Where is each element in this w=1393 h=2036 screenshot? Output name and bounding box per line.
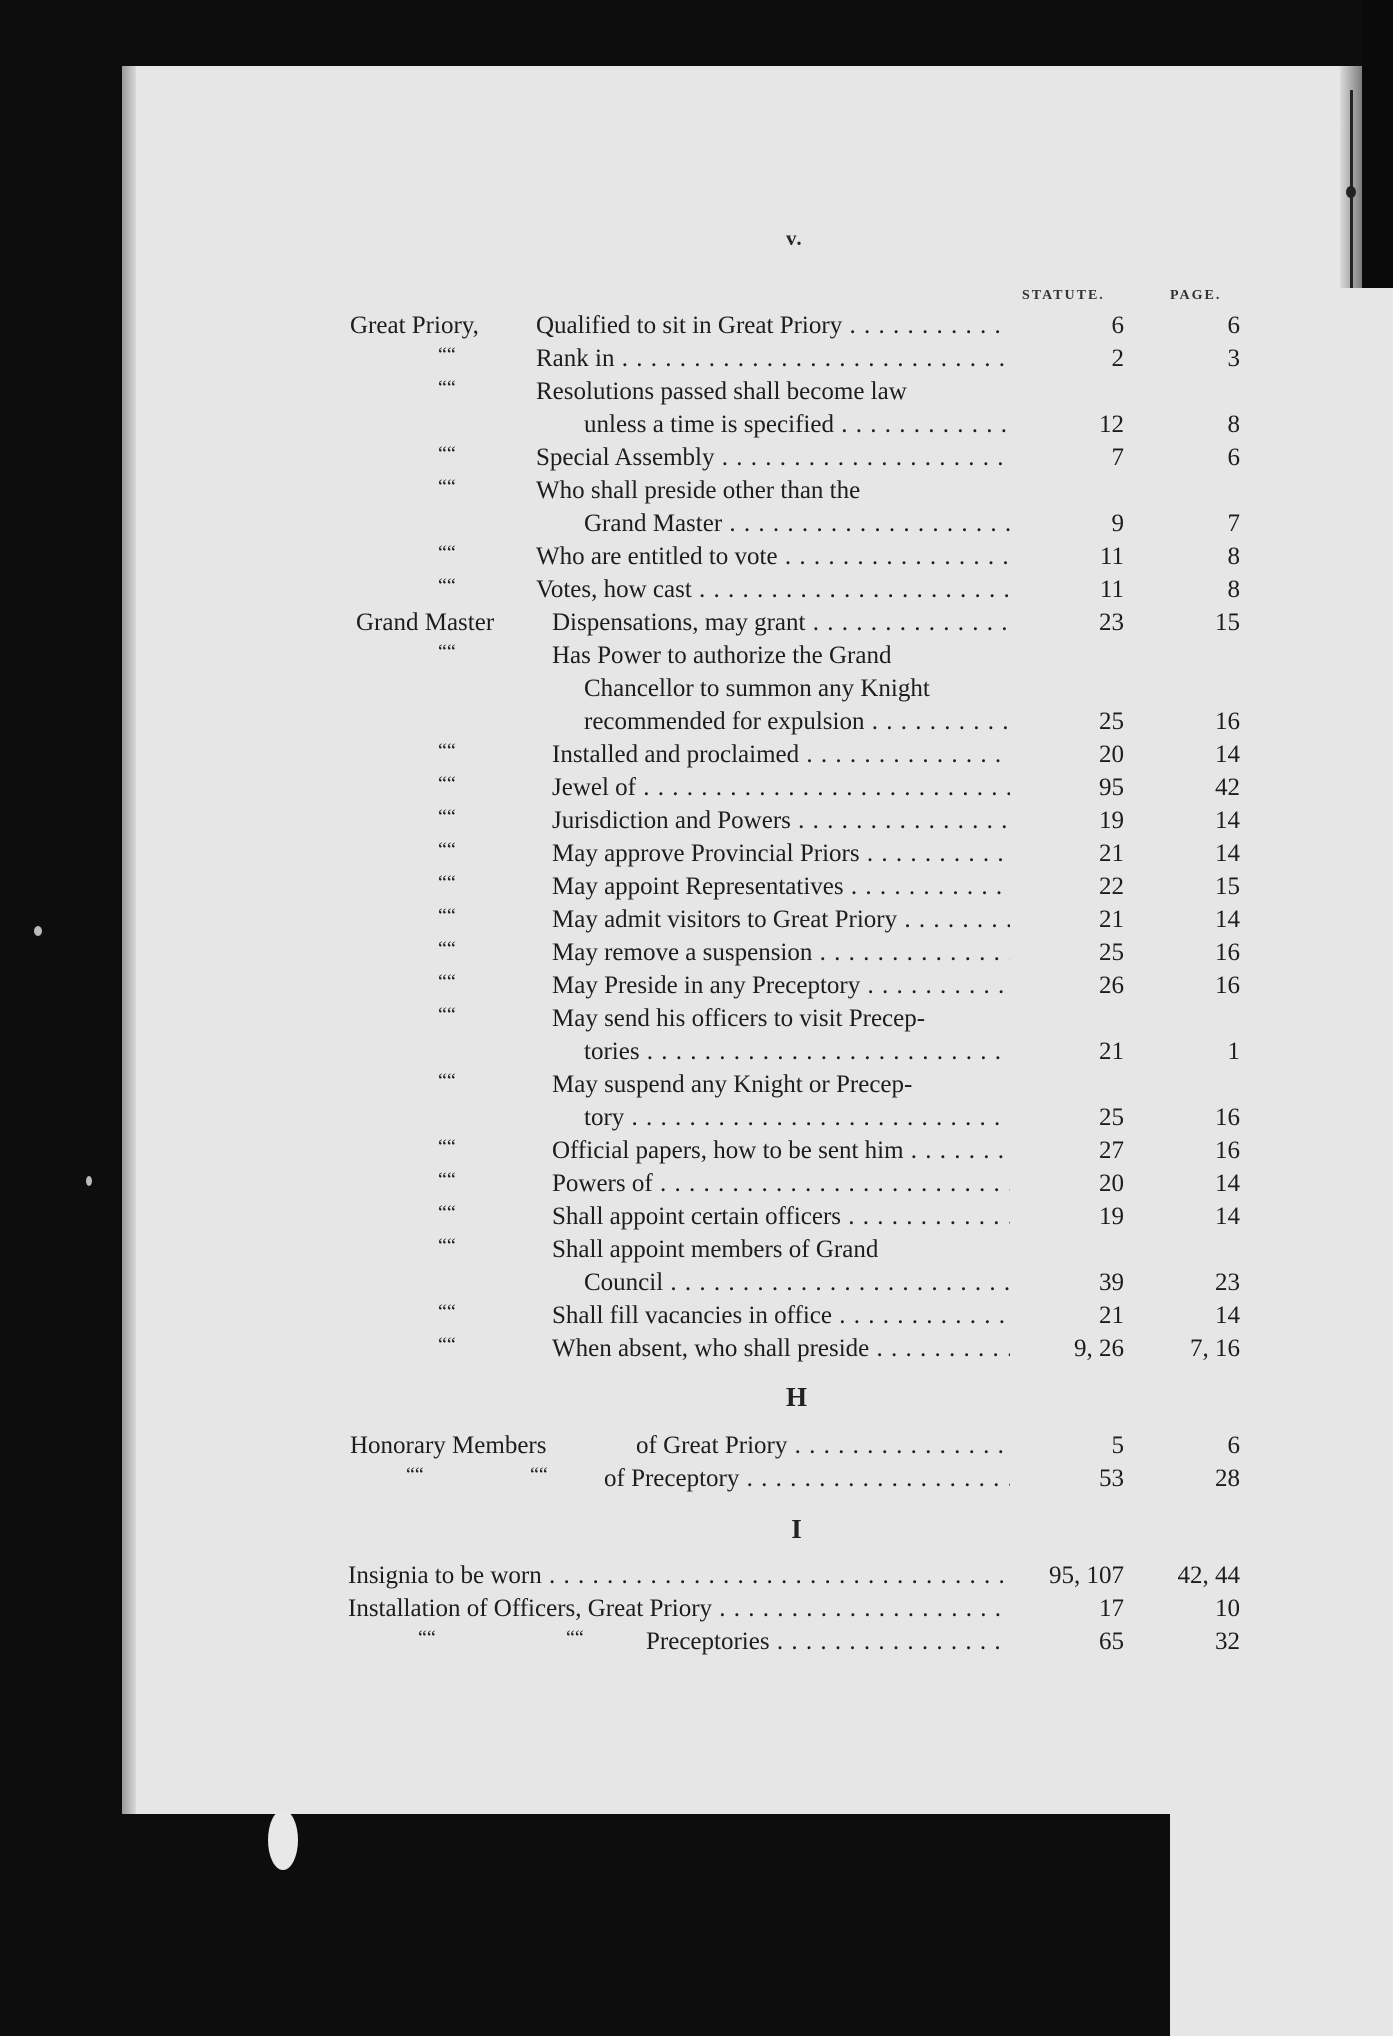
ditto-mark: ““ [438,575,456,597]
page-reference: 16 [1215,708,1240,735]
page-number: v. [786,226,803,250]
index-line [0,1201,1393,1233]
index-line [0,409,1393,441]
index-line [0,475,1393,507]
statute-number: 5 [1111,1432,1124,1459]
statute-number: 25 [1099,939,1124,966]
index-line [0,805,1393,837]
entry-heading: Honorary Members [350,1432,547,1459]
page-reference: 42 [1215,774,1240,801]
index-line [0,607,1393,639]
entry-text: May remove a suspension . . . [552,937,1010,969]
statute-number: 21 [1099,1302,1124,1329]
statute-number: 7 [1111,444,1124,471]
index-line [0,1300,1393,1332]
index-line [0,1593,1393,1625]
page-reference: 8 [1227,576,1240,603]
ditto-mark: ““ [438,971,456,993]
page-reference: 6 [1227,312,1240,339]
entry-text: Dispensations, may grant . . . [552,607,1010,639]
ditto-mark: ““ [438,938,456,960]
page-reference: 32 [1215,1628,1240,1655]
index-line [0,1333,1393,1365]
index-line [0,1135,1393,1167]
entry-text: Council . . . [584,1267,1010,1299]
statute-number: 22 [1099,873,1124,900]
index-line [0,1168,1393,1200]
index-line [0,310,1393,342]
index-line [0,376,1393,408]
statute-number: 6 [1111,312,1124,339]
entry-text: Shall appoint members of Grand [552,1236,879,1263]
index-line [0,343,1393,375]
entry-text: Resolutions passed shall become law [536,378,907,405]
entry-text: Votes, how cast . . . [536,574,1010,606]
ditto-mark: ““ [438,443,456,465]
entry-text: Shall fill vacancies in office . . . [552,1300,1010,1332]
entry-text: Special Assembly . . . [536,442,1010,474]
index-line [0,1036,1393,1068]
entry-text: Rank in . . . [536,343,1010,375]
entry-text: May approve Provincial Priors . . . [552,838,1010,870]
page-reference: 16 [1215,1104,1240,1131]
statute-number: 39 [1099,1269,1124,1296]
index-line [0,1430,1393,1462]
ditto-mark: ““ [438,641,456,663]
entry-text: Has Power to authorize the Grand [552,642,892,669]
entry-text: Jurisdiction and Powers . . . [552,805,1010,837]
page-reference: 6 [1227,444,1240,471]
ditto-mark: ““ [438,344,456,366]
page-reference: 15 [1215,609,1240,636]
page-reference: 8 [1227,411,1240,438]
entry-text: May Preside in any Preceptory . . . [552,970,1010,1002]
page-reference: 16 [1215,972,1240,999]
statute-number: 53 [1099,1465,1124,1492]
ditto-mark: ““ [438,377,456,399]
page-reference: 14 [1215,807,1240,834]
ditto-mark: ““ [438,476,456,498]
entry-text: May admit visitors to Great Priory . . . [552,904,1010,936]
entry-text: tories . . . [584,1036,1010,1068]
page-reference: 16 [1215,939,1240,966]
statute-number: 20 [1099,1170,1124,1197]
page-reference: 14 [1215,1302,1240,1329]
page-reference: 23 [1215,1269,1240,1296]
entry-text: Shall appoint certain officers . . . [552,1201,1010,1233]
index-line [0,904,1393,936]
page-reference: 42, 44 [1177,1562,1240,1589]
statute-number: 11 [1099,543,1124,570]
page-reference: 3 [1227,345,1240,372]
page-reference: 7 [1227,510,1240,537]
entry-text: Official papers, how to be sent him . . . [552,1135,1010,1167]
page-reference: 8 [1227,543,1240,570]
entry-text: recommended for expulsion . . . [584,706,1010,738]
ditto-mark: ““ [438,1136,456,1158]
ditto-mark: ““ [406,1464,424,1486]
ditto-mark: ““ [438,1070,456,1092]
statute-number: 9 [1111,510,1124,537]
statute-number: 20 [1099,741,1124,768]
entry-text: May suspend any Knight or Precep- [552,1071,913,1098]
index-line [0,772,1393,804]
entry-text: Installation of Officers, Great Priory . . . [348,1593,1010,1625]
page-reference: 16 [1215,1137,1240,1164]
entry-text: May send his officers to visit Precep- [552,1005,926,1032]
index-line [0,640,1393,672]
entry-text: Grand Master . . . [584,508,1010,540]
entry-text: Who are entitled to vote . . . [536,541,1010,573]
ditto-mark: ““ [438,872,456,894]
entry-text: Chancellor to summon any Knight [584,675,930,702]
page-reference: 14 [1215,1170,1240,1197]
entry-text: of Preceptory . . . [604,1463,1010,1495]
statute-number: 65 [1099,1628,1124,1655]
entry-text: Jewel of . . . [552,772,1010,804]
ditto-mark: ““ [438,740,456,762]
statute-number: 17 [1099,1595,1124,1622]
page-reference: 10 [1215,1595,1240,1622]
page-reference: 14 [1215,1203,1240,1230]
section-letter-h: H [785,1382,807,1412]
page-column-header: PAGE. [1170,288,1393,2036]
entry-text: Preceptories . . . [646,1626,1010,1658]
ditto-mark: ““ [438,1169,456,1191]
page-reference: 14 [1215,741,1240,768]
index-line [0,1626,1393,1658]
index-line [0,1463,1393,1495]
page-reference: 14 [1215,840,1240,867]
statute-number: 12 [1099,411,1124,438]
statute-number: 26 [1099,972,1124,999]
entry-heading: Grand Master [356,609,495,636]
statute-number: 23 [1099,609,1124,636]
ditto-mark: ““ [438,773,456,795]
ditto-mark: ““ [438,1004,456,1026]
index-line [0,1560,1393,1592]
index-line [0,838,1393,870]
index-line [0,937,1393,969]
entry-text: of Great Priory . . . [636,1430,1010,1462]
statute-number: 2 [1111,345,1124,372]
statute-number: 9, 26 [1074,1335,1124,1362]
index-line [0,1069,1393,1101]
ditto-mark: ““ [438,542,456,564]
ditto-mark: ““ [438,1235,456,1257]
page-reference: 28 [1215,1465,1240,1492]
index-line [0,508,1393,540]
ditto-mark: ““ [438,1301,456,1323]
index-line [0,1267,1393,1299]
entry-text: Powers of . . . [552,1168,1010,1200]
index-line [0,706,1393,738]
index-line [0,970,1393,1002]
ditto-mark: ““ [438,806,456,828]
statute-number: 95, 107 [1049,1562,1124,1589]
statute-number: 21 [1099,1038,1124,1065]
ditto-mark: ““ [438,1334,456,1356]
section-letter-i: I [791,1514,802,1544]
page-reference: 1 [1227,1038,1240,1065]
ditto-mark: ““ [530,1464,548,1486]
ditto-mark: ““ [438,1202,456,1224]
index-line [0,1102,1393,1134]
statute-number: 21 [1099,906,1124,933]
statute-number: 25 [1099,708,1124,735]
statute-number: 27 [1099,1137,1124,1164]
page-reference: 7, 16 [1190,1335,1240,1362]
index-line [0,1234,1393,1266]
ditto-mark: ““ [438,905,456,927]
statute-number: 11 [1099,576,1124,603]
index-line [0,1003,1393,1035]
page-reference: 6 [1227,1432,1240,1459]
statute-number: 19 [1099,807,1124,834]
statute-number: 25 [1099,1104,1124,1131]
statute-column-header: STATUTE. [1022,288,1105,303]
statute-number: 21 [1099,840,1124,867]
statute-number: 19 [1099,1203,1124,1230]
ditto-mark: ““ [438,839,456,861]
index-line [0,871,1393,903]
statute-number: 95 [1099,774,1124,801]
entry-text: unless a time is specified . . . [584,409,1010,441]
index-line [0,541,1393,573]
page-reference: 14 [1215,906,1240,933]
ditto-mark: ““ [418,1627,436,1649]
ditto-mark: ““ [566,1627,584,1649]
entry-text: Qualified to sit in Great Priory . . . [536,310,1010,342]
entry-heading: Great Priory, [350,312,479,339]
entry-text: Installed and proclaimed . . . [552,739,1010,771]
index-line [0,673,1393,705]
index-line [0,442,1393,474]
entry-text: May appoint Representatives . . . [552,871,1010,903]
entry-text: Who shall preside other than the [536,477,861,504]
entry-text: When absent, who shall preside . . . [552,1333,1010,1365]
index-line [0,739,1393,771]
index-line [0,574,1393,606]
entry-text: Insignia to be worn . . . [348,1560,1010,1592]
entry-text: tory . . . [584,1102,1010,1134]
page-reference: 15 [1215,873,1240,900]
